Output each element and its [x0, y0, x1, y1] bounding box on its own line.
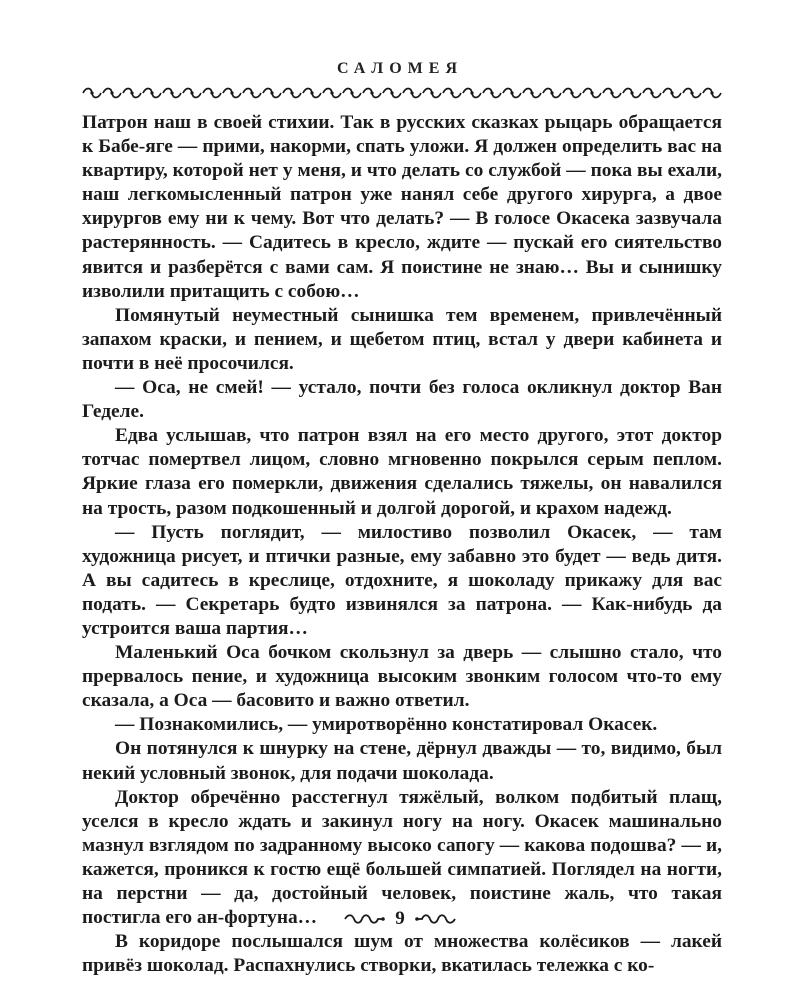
ornament-right-icon: [415, 913, 457, 925]
paragraph: В коридоре послышался шум от множества колёсиков — лакей привёз шоколад. Распахнулись створки, вкатилась тележка с ко-: [82, 931, 722, 977]
main-text: [82, 111, 722, 978]
paragraph: — Познакомились, — умиротворённо констатировал Окасек.: [115, 714, 658, 736]
page-footer: [0, 908, 800, 930]
running-title: САЛОМЕЯ: [336, 60, 463, 77]
paragraph: Доктор обречённо расстегнул тяжёлый, волком подбитый плащ, уселся в кресло ждать и закинул ногу на ногу. Окасек машинально мазнул взглядом по задранному высоко сапогу — какова подошва? — и, кажется, проникся к гостю ещё большей симпатией. Поглядел на ногти, на перстни — да, достойный человек, поистине жаль, что такая постигла его ан-фортуна…: [82, 786, 722, 929]
paragraph: Он потянулся к шнурку на стене, дёрнул дважды — то, видимо, был некий условный звонок, для подачи шоколада.: [82, 738, 722, 784]
ornament-left-icon: [343, 913, 385, 925]
page-number: 9: [395, 908, 405, 929]
paragraph: Маленький Оса бочком скользнул за дверь — слышно стало, что прервалось пение, и художница высоким звонким голосом что-то ему сказала, а Оса — басовито и важно ответил.: [82, 642, 722, 712]
paragraph: — Оса, не смей! — устало, почти без голоса окликнул доктор Ван Геделе.: [82, 377, 722, 423]
paragraph: Едва услышав, что патрон взял на его место другого, этот доктор тотчас помертвел лицом, словно мгновенно покрылся серым пеплом. Яркие глаза его померкли, движения сделались тяжелы, он навалился на трость, разом подкошенный и долгой дорогой, и крахом надежд.: [82, 425, 722, 519]
paragraph: Патрон наш в своей стихии. Так в русских сказках рыцарь обращается к Бабе-яге — прими, накорми, спать уложи. Я должен определить вас на квартиру, которой нет у меня, и что делать со службой — пока вы ехали, наш легкомысленный патрон уже нанял себе другого хирурга, а двое хирургов ему ни к чему. Вот что делать? — В голосе Окасека зазвучала растерянность. — Садитесь в кресло, ждите — пускай его сиятельство явится и разберётся с вами сам. Я поистине не знаю… Вы и сынишку изволили притащить с собою…: [82, 112, 722, 302]
paragraph: Помянутый неуместный сынишка тем временем, привлечённый запахом краски, и пением, и щебетом птиц, встал у двери кабинета и почти в неё просочился.: [82, 304, 722, 374]
ornamental-rule-divider: [82, 86, 722, 100]
paragraph: — Пусть поглядит, — милостиво позволил Окасек, — там художница рисует, и птички разные, ему забавно это будет — ведь дитя. А вы садитесь в креслице, отдохните, я шоколаду прикажу для вас подать. — Секретарь будто извинялся за патрона. — Как-нибудь да устроится ваша партия…: [82, 521, 722, 639]
